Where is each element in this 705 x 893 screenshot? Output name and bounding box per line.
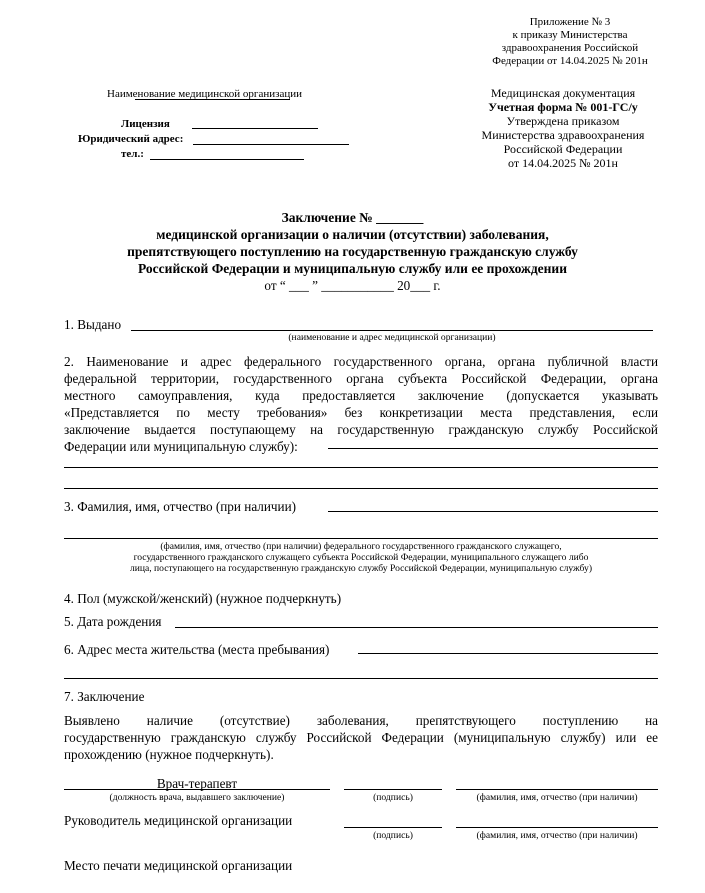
ministry-label: Министерства здравоохранения (481, 128, 645, 142)
head-label: Руководитель медицинской организации (64, 813, 293, 828)
section4-label: 4. Пол (мужской/женский) (нужное подчеркнуть) (64, 591, 342, 606)
authority-field-line1[interactable] (328, 448, 658, 449)
name-hint-2: (фамилия, имя, отчество (при наличии) (476, 830, 638, 841)
address-field-line2[interactable] (64, 678, 658, 679)
appendix-line: к приказу Министерства (512, 29, 628, 41)
approved-label: Утверждена приказом (506, 114, 620, 128)
section2-line: федеральной территории, государственного органа субъекта Российской Федерации, органа (64, 371, 658, 386)
license-label: Лицензия (121, 118, 170, 130)
form-block (463, 86, 663, 170)
section6-label: 6. Адрес места жительства (места пребывания) (64, 642, 330, 657)
section2-line: местного самоуправления, куда предоставляется заключение (допускается указывать (64, 388, 658, 403)
section2-line: Федерации или муниципальную службу): (64, 439, 298, 454)
section7-text (64, 712, 658, 763)
appendix-line: здравоохранения Российской (501, 42, 639, 54)
name-hint: (фамилия, имя, отчество (при наличии) (476, 792, 638, 803)
license-field[interactable] (192, 128, 318, 129)
appendix-line: Федерации от 14.04.2025 № 201н (492, 55, 648, 67)
authority-field-line2[interactable] (64, 467, 658, 468)
appendix-line: Приложение № 3 (529, 16, 611, 28)
legal-address-label: Юридический адрес: (78, 133, 184, 145)
section3-hint-line: лица, поступающего на государственную гражданскую службу Российской Федерации, муниципальную службу) (129, 563, 593, 574)
section1-hint: (наименование и адрес медицинской организации) (288, 332, 496, 343)
med-doc-label: Медицинская документация (490, 86, 636, 100)
federation-label: Российской Федерации (503, 142, 623, 156)
section7-line: Выявлено наличие (отсутствие) заболевания, препятствующего поступлению на (64, 713, 658, 728)
section7-label: 7. Заключение (64, 689, 145, 704)
doctor-position-field[interactable] (64, 789, 330, 790)
position-hint: (должность врача, выдавшего заключение) (109, 792, 285, 803)
appendix-block (470, 16, 670, 68)
authority-field-line3[interactable] (64, 488, 658, 489)
phone-field[interactable] (150, 159, 304, 160)
section3-label: 3. Фамилия, имя, отчество (при наличии) (64, 499, 297, 514)
section2-line: «Представляется по месту требования» без конкретизации места представления, если (64, 405, 658, 420)
doctor-position: Врач-терапевт (156, 776, 238, 791)
title-date-line: от “ ___ ” ___________ 20___ г. (264, 278, 441, 293)
document-title (20, 209, 685, 277)
section5-label: 5. Дата рождения (64, 614, 162, 629)
form-number: Учетная форма № 001-ГС/у (488, 100, 638, 114)
org-name-field[interactable] (135, 99, 290, 100)
section7-line: прохождению (нужное подчеркнуть). (64, 747, 274, 762)
section2-line: 2. Наименование и адрес федерального государственного органа, органа публичной власти (64, 354, 658, 369)
address-field-line1[interactable] (358, 653, 658, 654)
section3-hint-line: (фамилия, имя, отчество (при наличии) федерального государственного гражданского служащего, (160, 541, 562, 552)
stamp-label: Место печати медицинской организации (64, 858, 293, 873)
section3-hint-line: государственного гражданского служащего субъекта Российской Федерации, муниципального служащего либо (133, 552, 589, 563)
legal-address-field[interactable] (193, 144, 349, 145)
approval-date: от 14.04.2025 № 201н (508, 156, 618, 170)
section7-line: государственную гражданскую службу Российской Федерации (муниципальную службу) или ее (64, 730, 658, 745)
org-name-label: Наименование медицинской организации (107, 88, 302, 100)
doctor-signature-field[interactable] (344, 789, 442, 790)
head-name-field[interactable] (456, 827, 658, 828)
section2-line: заключение выдается поступающему на государственную гражданскую службу Российской (64, 422, 658, 437)
section1-label: 1. Выдано (64, 317, 122, 332)
signature-hint-2: (подпись) (373, 830, 413, 841)
title-line: Российской Федерации и муниципальную службу или ее прохождении (138, 261, 567, 276)
title-line: Заключение № _______ (281, 210, 424, 225)
birthdate-field[interactable] (175, 627, 658, 628)
fullname-field-line2[interactable] (64, 538, 658, 539)
head-signature-field[interactable] (344, 827, 442, 828)
issued-by-field[interactable] (131, 330, 653, 331)
section3-hint (54, 541, 668, 574)
section2-text (64, 353, 658, 455)
fullname-field-line1[interactable] (328, 511, 658, 512)
title-line: медицинской организации о наличии (отсутствии) заболевания, (156, 227, 549, 242)
signature-hint: (подпись) (373, 792, 413, 803)
title-line: препятствующего поступлению на государственную гражданскую службу (127, 244, 578, 259)
phone-label: тел.: (121, 148, 144, 160)
doctor-name-field[interactable] (456, 789, 658, 790)
